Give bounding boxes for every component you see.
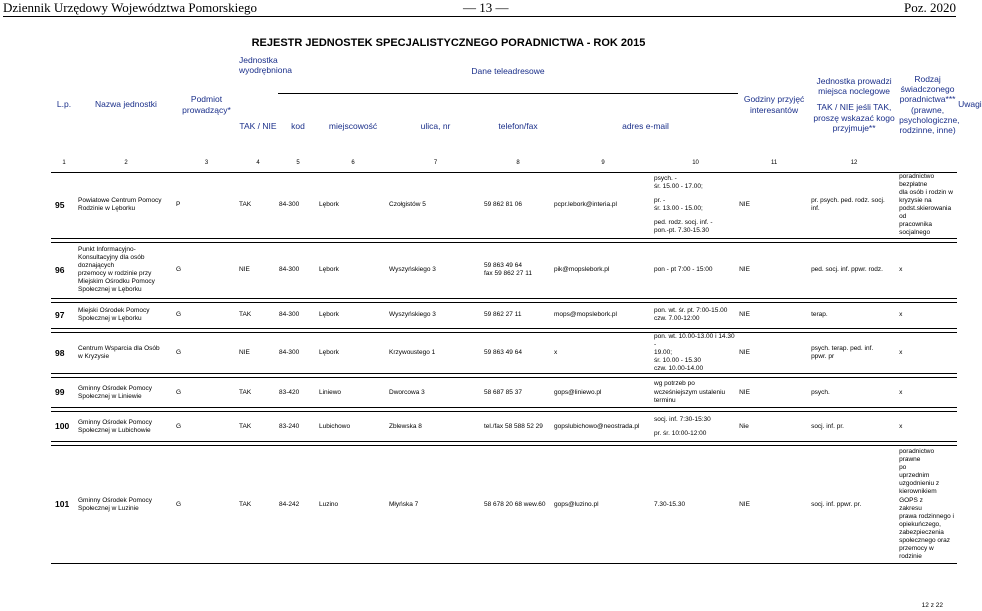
counselling-type bbox=[810, 412, 898, 442]
phone-fax-line: 59 862 27 11 bbox=[484, 310, 522, 318]
row-number: 95 bbox=[51, 172, 77, 238]
separate-unit: TAK bbox=[238, 172, 278, 238]
unit-name-line: Społecznej w Lęborku bbox=[78, 286, 142, 294]
unit-name-line: Społecznej w Liniewie bbox=[78, 392, 142, 400]
header-street: ulica, nr bbox=[420, 121, 451, 132]
header-operator: Podmiot prowadzący* bbox=[182, 94, 231, 115]
office-hours bbox=[653, 332, 738, 374]
city: Lębork bbox=[318, 302, 388, 328]
remarks-line: kierownikiem GOPS z bbox=[899, 488, 937, 504]
separate-unit: TAK bbox=[238, 412, 278, 442]
phone-fax-line: fax 59 862 27 11 bbox=[484, 270, 532, 277]
unit-name-line: Punkt Informacyjno- bbox=[78, 245, 136, 253]
table-row bbox=[51, 412, 957, 442]
counselling-type-line: socj. inf. ppwr. pr. bbox=[811, 500, 862, 508]
street: Wyszyńskiego 3 bbox=[388, 302, 483, 328]
office-hours-line: pon.-pt. 7.30-15.30 bbox=[654, 227, 709, 235]
row-number: 100 bbox=[51, 412, 77, 442]
postcode: 83-420 bbox=[278, 378, 318, 408]
unit-name-line: Centrum Wsparcia dla Osób bbox=[78, 344, 160, 352]
column-number: 7 bbox=[433, 159, 438, 166]
journal-title: Dziennik Urzędowy Województwa Pomorskiego bbox=[3, 0, 257, 15]
unit-name-line: Społecznej w Luzinie bbox=[78, 504, 139, 512]
separate-unit: TAK bbox=[238, 446, 278, 564]
phone-fax bbox=[483, 412, 553, 442]
remarks bbox=[898, 172, 957, 238]
unit-name-line: Konsultacyjny dla osób bbox=[78, 253, 145, 261]
unit-name bbox=[77, 172, 175, 238]
street: Młyńska 7 bbox=[388, 446, 483, 564]
header-yes-no: TAK / NIE bbox=[239, 120, 277, 131]
counselling-type-line: ppwr. pr bbox=[811, 352, 835, 360]
office-hours-line: psych. - bbox=[654, 174, 677, 182]
overnight: NIE bbox=[738, 378, 810, 408]
overnight: NIE bbox=[738, 446, 810, 564]
office-hours-line: pr. śr. 10:00-12:00 bbox=[654, 429, 707, 437]
counselling-type-line: inf. bbox=[811, 205, 820, 212]
page-number: — 13 — bbox=[463, 0, 509, 15]
street: Dworcowa 3 bbox=[388, 378, 483, 408]
office-hours-line: terminu bbox=[654, 396, 676, 404]
street: Czołgistów 5 bbox=[388, 172, 483, 238]
separate-unit: NIE bbox=[238, 332, 278, 374]
separate-unit: NIE bbox=[238, 242, 278, 298]
remarks bbox=[898, 332, 957, 374]
counselling-type-line: psych. terap. ped. inf. bbox=[811, 344, 874, 352]
row-number: 99 bbox=[51, 378, 77, 408]
office-hours bbox=[653, 378, 738, 408]
header-postcode: kod bbox=[291, 121, 305, 132]
city: Lębork bbox=[318, 332, 388, 374]
operator-code: G bbox=[175, 446, 238, 564]
remarks bbox=[898, 446, 957, 564]
column-number: 4 bbox=[256, 159, 260, 166]
header-contact-data: Dane teleadresowe bbox=[278, 50, 738, 93]
counselling-type-line: ped. socj. inf. ppwr. rodz. bbox=[811, 265, 883, 273]
unit-name-line: Miejski Ośrodek Pomocy bbox=[78, 306, 150, 314]
remarks-line: uzgodnieniu z bbox=[899, 480, 940, 488]
remarks-line: zabezpieczenia bbox=[899, 529, 944, 536]
header-office-hours: Godziny przyjęć interesantów bbox=[743, 94, 805, 115]
email: pik@mopslebork.pl bbox=[553, 242, 653, 298]
remarks-line: opiekuńczego, bbox=[899, 520, 941, 528]
table-row bbox=[51, 172, 957, 238]
column-number: 1 bbox=[62, 159, 66, 166]
office-hours bbox=[653, 302, 738, 328]
overnight: NIE bbox=[738, 242, 810, 298]
row-number: 97 bbox=[51, 302, 77, 328]
remarks-line: zakresu bbox=[899, 504, 922, 512]
remarks-line: po bbox=[899, 464, 907, 471]
remarks bbox=[898, 378, 957, 408]
phone-fax-line: 58 678 20 68 wew.60 bbox=[484, 500, 546, 508]
counselling-type bbox=[810, 172, 898, 238]
counselling-type-line: terap. bbox=[811, 310, 828, 318]
postcode: 84-300 bbox=[278, 242, 318, 298]
unit-name-line: Rodzinie w Lęborku bbox=[78, 205, 136, 212]
unit-name-line: Gminny Ośrodek Pomocy bbox=[78, 496, 153, 504]
unit-name bbox=[77, 332, 175, 374]
counselling-type bbox=[810, 332, 898, 374]
unit-name-line: Społecznej w Lęborku bbox=[78, 315, 142, 322]
registry-table: L.p. Nazwa jednostki Podmiot prowadzący* Jednostka wyodrębniona Dane teleadresowe Godziny przyjęć interesantów Jednostka prowadzi miejsca noclegowe TAK / NIE jeśli TAK, proszę wskazać kogo przyjmuje** Rodzaj świadczonego poradnictwa*** (prawne, psychologiczne, rodzinne, inne) Uwagi TAK / NIE kod miejscowość ulica, nr telefon/fax adres e-mail 1 2 3 4 5 6 7 8 9 10 11 12 95 Powiatowe Centrum Pomocy Rodzinie w Lęborku P TAK 84-300 Lębork Czołgistów 5 59 862 81 06 pcpr.lebork@interia.pl psych. - śr. 15.00 - 17.00; pr. - śr. 13.00 - 15.00; ped. rodz. socj. inf. - pon.-pt. 7.30-15.30 NIE pr. psych. ped. rodz. socj. inf. poradnictwo bezpłatne dla osób i rodzin w kryzysie na podst.skierowania od pracownika socjalnego 96 Punkt Informacyjno- Konsultacyjny dla osób doznających przemocy w rodzinie przy Miejskim Ośrodku Pomocy Społecznej w Lęborku G NIE 84-300 Lębork Wyszyńskiego 3 59 863 49 64 fax 59 862 27 11 pik@mopslebork.pl pon - pt 7:00 - 15:00 NIE ped. socj. inf. ppwr. rodz. x 97 Miejski Ośrodek Pomocy Społecznej w Lęborku G TAK 84-300 Lębork Wyszyńskiego 3 59 862 27 11 mops@mopslebork.pl pon. wt. śr. pt. 7:00-15.00 czw. 7.00-12:00 NIE terap. x 98 Centrum Wsparcia dla Osób w Kryzysie G NIE 84-300 Lębork Krzywoustego 1 59 863 49 64 x pon. wt. 10.00-13.00 i 14.30 - 19.00; śr. 10.00 - 15.30 czw. 10.00-14.00 NIE psych. terap. ped. inf. ppwr. pr x 99 Gminny Ośrodek Pomocy Społecznej w Liniewie G TAK 83-420 Liniewo Dworcowa 3 58 687 85 37 gops@liniewo.pl wg potrzeb po wcześniejszym ustaleniu terminu NIE psych. x 100 Gminny Ośrodek Pomocy Społecznej w Lubichowie G TAK 83-240 Lubichowo Zblewska 8 tel./fax 58 588 52 29 gopslubichowo@neostrada.pl socj. inf. 7:30-15:30 pr. śr. 10:00-12:00 Nie socj. inf. pr. x 101 Gminny Ośrodek Pomocy Społecznej w Luzinie G TAK 84-242 Luzino Młyńska 7 58 678 20 68 wew.60 gops@luzino.pl 7.30-15.30 NIE socj. inf. ppwr. pr. poradnictwo prawne po uprzednim uzgodnieniu z kierownikiem GOPS z zakresu prawa rodzinnego i opiekuńczego, zabezpieczenia społecznego oraz przemocy w rodzinie bbox=[51, 50, 957, 564]
remarks-line: pracownika bbox=[899, 221, 932, 229]
remarks bbox=[898, 412, 957, 442]
city: Lubichowo bbox=[318, 412, 388, 442]
operator-code: G bbox=[175, 378, 238, 408]
table-row bbox=[51, 242, 957, 298]
office-hours bbox=[653, 242, 738, 298]
office-hours-line: pr. - bbox=[654, 196, 666, 204]
unit-name bbox=[77, 242, 175, 298]
office-hours-line: wcześniejszym ustaleniu bbox=[654, 388, 726, 396]
operator-code: G bbox=[175, 332, 238, 374]
unit-name-line: Gminny Ośrodek Pomocy bbox=[78, 384, 153, 392]
phone-fax-line: 59 863 49 64 bbox=[484, 348, 522, 356]
remarks-line: uprzednim bbox=[899, 472, 930, 480]
counselling-type bbox=[810, 446, 898, 564]
office-hours bbox=[653, 412, 738, 442]
unit-name bbox=[77, 378, 175, 408]
unit-name bbox=[77, 302, 175, 328]
table-row bbox=[51, 332, 957, 374]
office-hours-line: czw. 7.00-12:00 bbox=[654, 315, 700, 322]
table-row bbox=[51, 302, 957, 328]
unit-name bbox=[77, 446, 175, 564]
email: gops@luzino.pl bbox=[553, 446, 653, 564]
remarks bbox=[898, 302, 957, 328]
column-number: 2 bbox=[124, 159, 128, 166]
counselling-type-line: pr. psych. ped. rodz. socj. bbox=[811, 196, 885, 204]
email: x bbox=[553, 332, 653, 374]
separate-unit: TAK bbox=[238, 302, 278, 328]
row-number: 98 bbox=[51, 332, 77, 374]
unit-name-line: Gminny Ośrodek Pomocy bbox=[78, 418, 153, 426]
phone-fax-line: tel./fax 58 588 52 29 bbox=[484, 422, 543, 430]
table-row bbox=[51, 446, 957, 564]
remarks-line: socjalnego bbox=[899, 229, 931, 237]
remarks-line: dla osób i rodzin w bbox=[899, 188, 953, 196]
office-hours-line: pon - pt 7:00 - 15:00 bbox=[654, 265, 713, 273]
header-overnight: Jednostka prowadzi miejsca noclegowe TAK / NIE jeśli TAK, proszę wskazać kogo przyjmuje** bbox=[813, 76, 895, 133]
header-city: miejscowość bbox=[328, 121, 378, 132]
office-hours-line: ped. rodz. socj. inf. - bbox=[654, 219, 713, 227]
registry-sheet bbox=[51, 35, 982, 600]
phone-fax bbox=[483, 446, 553, 564]
office-hours-line: śr. 15.00 - 17.00; bbox=[654, 182, 703, 190]
table-row bbox=[51, 378, 957, 408]
office-hours-line: 7.30-15.30 bbox=[654, 500, 686, 508]
office-hours-line: śr. 13.00 - 15.00; bbox=[654, 205, 703, 212]
email: gops@liniewo.pl bbox=[553, 378, 653, 408]
header-counselling-type: Rodzaj świadczonego poradnictwa*** (prawne, psychologiczne, rodzinne, inne) bbox=[899, 73, 960, 135]
remarks-line: poradnictwo bezpłatne bbox=[899, 172, 935, 188]
unit-name-line: Powiatowe Centrum Pomocy bbox=[78, 196, 162, 204]
city: Liniewo bbox=[318, 378, 388, 408]
city: Luzino bbox=[318, 446, 388, 564]
phone-fax bbox=[483, 378, 553, 408]
phone-fax bbox=[483, 242, 553, 298]
email: mops@mopslebork.pl bbox=[553, 302, 653, 328]
email: gopslubichowo@neostrada.pl bbox=[553, 412, 653, 442]
column-number: 11 bbox=[770, 159, 778, 166]
phone-fax-line: 58 687 85 37 bbox=[484, 388, 522, 396]
counselling-type-line: socj. inf. pr. bbox=[811, 422, 844, 430]
city: Lębork bbox=[318, 242, 388, 298]
remarks-line: poradnictwo prawne bbox=[899, 447, 935, 463]
unit-name bbox=[77, 412, 175, 442]
unit-name-line: Miejskim Ośrodku Pomocy bbox=[78, 278, 155, 286]
operator-code: P bbox=[175, 172, 238, 238]
office-hours bbox=[653, 172, 738, 238]
remarks bbox=[898, 242, 957, 298]
remarks-line: x bbox=[899, 310, 903, 318]
column-numbers-row bbox=[51, 159, 957, 168]
remarks-line: społecznego oraz bbox=[899, 537, 951, 545]
phone-fax bbox=[483, 172, 553, 238]
remarks-line: rodzinie bbox=[899, 553, 922, 561]
phone-fax bbox=[483, 332, 553, 374]
operator-code: G bbox=[175, 242, 238, 298]
column-number-spacer bbox=[898, 159, 957, 168]
column-number: 10 bbox=[692, 159, 699, 166]
counselling-type bbox=[810, 242, 898, 298]
office-hours-line: 19.00; bbox=[654, 348, 673, 356]
overnight: Nie bbox=[738, 412, 810, 442]
remarks-line: x bbox=[899, 265, 903, 273]
column-number: 3 bbox=[204, 159, 209, 166]
postcode: 84-300 bbox=[278, 332, 318, 374]
overnight: NIE bbox=[738, 332, 810, 374]
remarks-line: prawa rodzinnego i bbox=[899, 512, 954, 520]
header-lp: L.p. bbox=[56, 99, 72, 110]
office-hours-line: pon. wt. 10.00-13.00 i 14.30 - bbox=[654, 332, 735, 348]
operator-code: G bbox=[175, 412, 238, 442]
office-hours-line: wg potrzeb po bbox=[654, 380, 695, 388]
overnight: NIE bbox=[738, 172, 810, 238]
office-hours bbox=[653, 446, 738, 564]
running-header bbox=[3, 0, 956, 17]
email: pcpr.lebork@interia.pl bbox=[553, 172, 653, 238]
column-number: 12 bbox=[850, 159, 858, 166]
phone-fax bbox=[483, 302, 553, 328]
column-number: 6 bbox=[351, 159, 355, 166]
header-separate-unit: Jednostka wyodrębniona bbox=[239, 55, 292, 76]
operator-code: G bbox=[175, 302, 238, 328]
header-unit-name: Nazwa jednostki bbox=[95, 99, 157, 110]
header-email: adres e-mail bbox=[622, 121, 669, 132]
registry-title: REJESTR JEDNOSTEK SPECJALISTYCZNEGO PORADNICTWA - ROK 2015 bbox=[251, 37, 646, 49]
unit-name-line: w Kryzysie bbox=[78, 352, 110, 360]
unit-name-line: przemocy w rodzinie przy bbox=[78, 270, 152, 277]
postcode: 84-242 bbox=[278, 446, 318, 564]
overnight: NIE bbox=[738, 302, 810, 328]
office-hours-line: czw. 10.00-14.00 bbox=[654, 365, 704, 372]
counselling-type bbox=[810, 378, 898, 408]
postcode: 84-300 bbox=[278, 302, 318, 328]
separate-unit: TAK bbox=[238, 378, 278, 408]
column-number: 9 bbox=[601, 159, 605, 166]
unit-name-line: Społecznej w Lubichowie bbox=[78, 426, 151, 434]
street: Krzywoustego 1 bbox=[388, 332, 483, 374]
city: Lębork bbox=[318, 172, 388, 238]
remarks-line: x bbox=[899, 388, 903, 396]
remarks-line: x bbox=[899, 422, 903, 430]
remarks-line: kryzysie na bbox=[899, 196, 932, 204]
postcode: 83-240 bbox=[278, 412, 318, 442]
postcode: 84-300 bbox=[278, 172, 318, 238]
column-number: 5 bbox=[296, 159, 300, 166]
office-hours-line: śr. 10.00 - 15.30 bbox=[654, 356, 701, 364]
office-hours-line: socj. inf. 7:30-15:30 bbox=[654, 415, 711, 423]
unit-name-line: doznających bbox=[78, 261, 115, 269]
office-hours-line: pon. wt. śr. pt. 7:00-15.00 bbox=[654, 306, 728, 314]
phone-fax-line: 59 862 81 06 bbox=[484, 200, 522, 208]
counselling-type-line: psych. bbox=[811, 388, 830, 396]
remarks-line: podst.skierowania od bbox=[899, 205, 952, 221]
counselling-type bbox=[810, 302, 898, 328]
remarks-line: przemocy w bbox=[899, 545, 934, 553]
column-number: 8 bbox=[516, 159, 520, 166]
position-number: Poz. 2020 bbox=[904, 0, 956, 15]
row-number: 101 bbox=[51, 446, 77, 564]
street: Wyszyńskiego 3 bbox=[388, 242, 483, 298]
remarks-line: x bbox=[899, 348, 903, 356]
phone-fax-line: 59 863 49 64 bbox=[484, 261, 522, 269]
page-footer: 12 z 22 bbox=[921, 602, 943, 609]
header-phone-fax: telefon/fax bbox=[498, 121, 538, 132]
street: Zblewska 8 bbox=[388, 412, 483, 442]
row-number: 96 bbox=[51, 242, 77, 298]
